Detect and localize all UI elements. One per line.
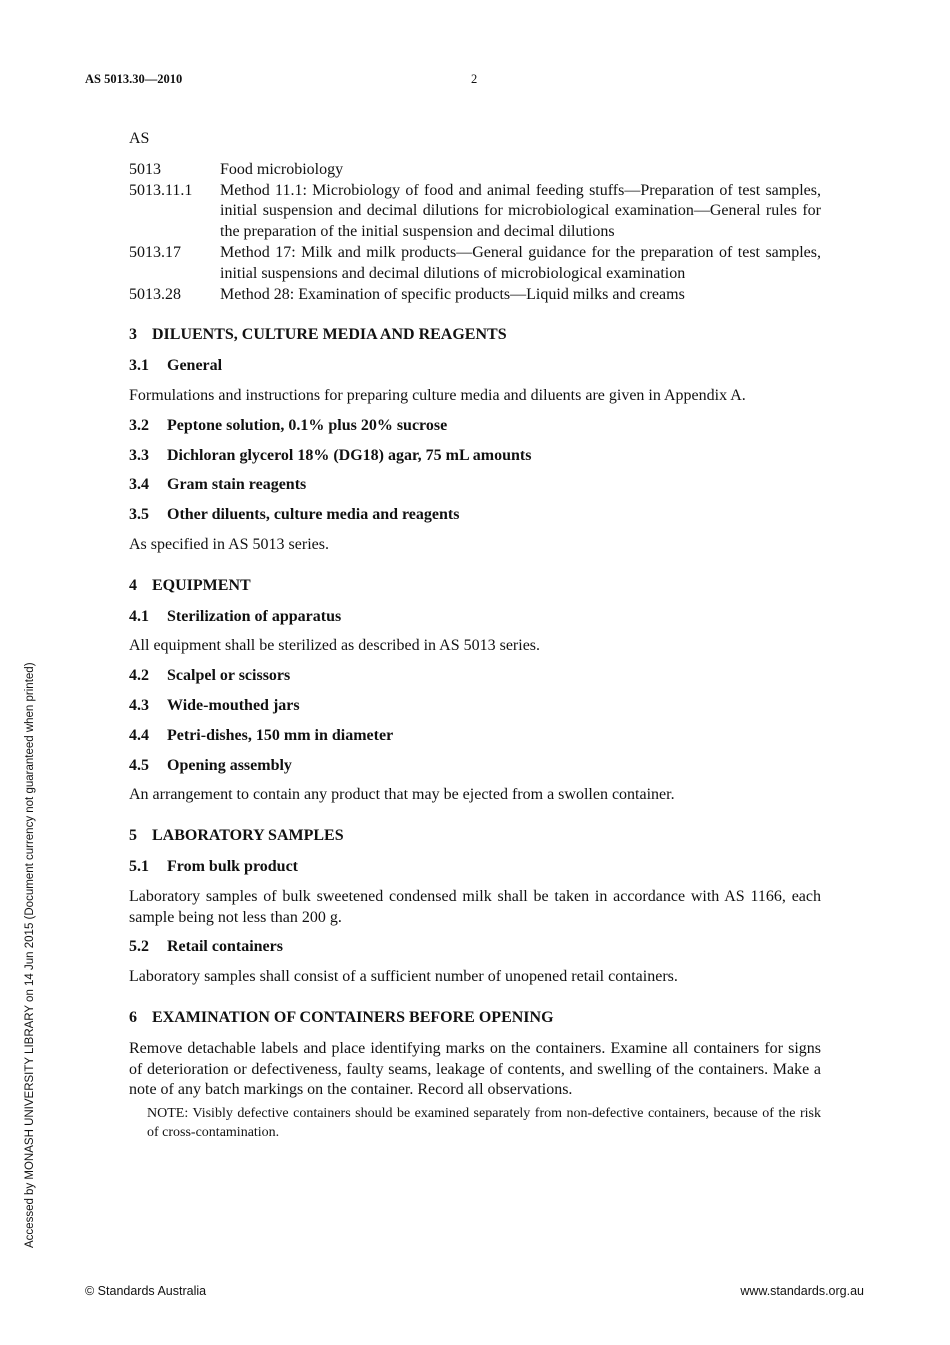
paragraph: Remove detachable labels and place identifying marks on the containers. Examine all containers for signs of deterioration or defectiveness, faulty seams, leakage of contents, and swelling of the containers. Make a note of any batch markings on the container. Record all observations.: [129, 1039, 821, 1099]
paragraph: Laboratory samples shall consist of a sufficient number of unopened retail containers.: [129, 968, 678, 986]
subsection-title: Petri-dishes, 150 mm in diameter: [167, 726, 394, 744]
subsection-title: Wide-mouthed jars: [167, 696, 300, 714]
reference-title: Method 11.1: Microbiology of food and animal feeding stuffs—Preparation of test samples, initial suspension and decimal dilutions for microbiological examination—General rules for the preparation of the initial suspension and decimal dilutions: [220, 181, 821, 241]
reference-item: [129, 160, 821, 181]
subsection-heading: [129, 696, 821, 717]
reference-title: Method 17: Milk and milk products—General guidance for the preparation of test samples, initial suspensions and decimal dilutions of microbiological examination: [220, 243, 821, 282]
reference-number: 5013.11.1: [129, 181, 193, 199]
section-heading: [129, 325, 821, 346]
section-heading: [129, 576, 821, 597]
note: NOTE: Visibly defective containers should be examined separately from non-defective containers, because of the risk of cross-contamination.: [147, 1106, 821, 1141]
section-title: LABORATORY SAMPLES: [152, 827, 344, 845]
references-list: [129, 160, 821, 306]
section-heading: [129, 1008, 821, 1029]
section-title: EXAMINATION OF CONTAINERS BEFORE OPENING: [152, 1008, 554, 1026]
subsection-heading: [129, 356, 821, 377]
subsection-title: Other diluents, culture media and reagents: [167, 506, 460, 524]
reference-item: [129, 243, 821, 285]
subsection-heading: [129, 937, 821, 958]
reference-item: [129, 285, 821, 306]
subsection-number: 5.1: [129, 857, 149, 875]
subsection-heading: [129, 446, 821, 467]
subsection-title: From bulk product: [167, 857, 298, 875]
references-heading: AS: [129, 130, 150, 147]
subsection-title: General: [167, 357, 223, 375]
subsection-heading: [129, 726, 821, 747]
subsection-title: Scalpel or scissors: [167, 667, 291, 685]
page-body: [129, 129, 821, 1142]
reference-title: Method 28: Examination of specific products—Liquid milks and creams: [220, 285, 685, 303]
section-title: EQUIPMENT: [152, 576, 251, 594]
document-id: AS 5013.30—2010: [85, 72, 183, 86]
subsection-heading: [129, 666, 821, 687]
subsection-title: Sterilization of apparatus: [167, 607, 342, 625]
paragraph: An arrangement to contain any product that may be ejected from a swollen container.: [129, 786, 675, 804]
subsection-number: 4.3: [129, 696, 149, 714]
section-number: 4: [129, 576, 137, 594]
paragraph: Laboratory samples of bulk sweetened condensed milk shall be taken in accordance with AS 1166, each sample being not less than 200 g.: [129, 887, 821, 926]
access-notice: Accessed by MONASH UNIVERSITY LIBRARY on 14 Jun 2015 (Document currency not guaranteed when printed): [24, 662, 36, 1248]
reference-item: [129, 181, 821, 243]
subsection-number: 4.4: [129, 726, 149, 744]
section-number: 5: [129, 827, 137, 845]
subsection-number: 4.2: [129, 667, 149, 685]
subsection-number: 3.5: [129, 506, 149, 524]
reference-number: 5013.17: [129, 243, 181, 261]
section-title: DILUENTS, CULTURE MEDIA AND REAGENTS: [152, 326, 507, 344]
subsection-number: 3.3: [129, 446, 149, 464]
subsection-heading: [129, 475, 821, 496]
footer-copyright: © Standards Australia: [85, 1284, 207, 1298]
subsection-heading: [129, 505, 821, 526]
subsection-title: Retail containers: [167, 938, 283, 956]
paragraph: All equipment shall be sterilized as described in AS 5013 series.: [129, 637, 541, 655]
subsection-number: 4.5: [129, 756, 149, 774]
reference-number: 5013.28: [129, 285, 181, 303]
reference-title: Food microbiology: [220, 160, 344, 178]
footer-website: www.standards.org.au: [740, 1284, 864, 1298]
subsection-heading: [129, 416, 821, 437]
reference-number: 5013: [129, 160, 161, 178]
subsection-heading: [129, 756, 821, 777]
subsection-number: 3.1: [129, 357, 149, 375]
page-number: 2: [471, 72, 478, 86]
section-number: 6: [129, 1008, 137, 1026]
section-number: 3: [129, 326, 137, 344]
subsection-number: 3.4: [129, 476, 149, 494]
subsection-title: Opening assembly: [167, 756, 292, 774]
subsection-number: 4.1: [129, 607, 149, 625]
subsection-heading: [129, 857, 821, 878]
section-heading: [129, 826, 821, 847]
subsection-title: Gram stain reagents: [167, 476, 307, 494]
subsection-title: Peptone solution, 0.1% plus 20% sucrose: [167, 416, 448, 434]
subsection-number: 3.2: [129, 416, 149, 434]
subsection-heading: [129, 607, 821, 628]
subsection-number: 5.2: [129, 938, 149, 956]
subsection-title: Dichloran glycerol 18% (DG18) agar, 75 mL amounts: [167, 446, 532, 464]
paragraph: Formulations and instructions for preparing culture media and diluents are given in Appendix A.: [129, 386, 746, 404]
paragraph: As specified in AS 5013 series.: [129, 535, 329, 553]
